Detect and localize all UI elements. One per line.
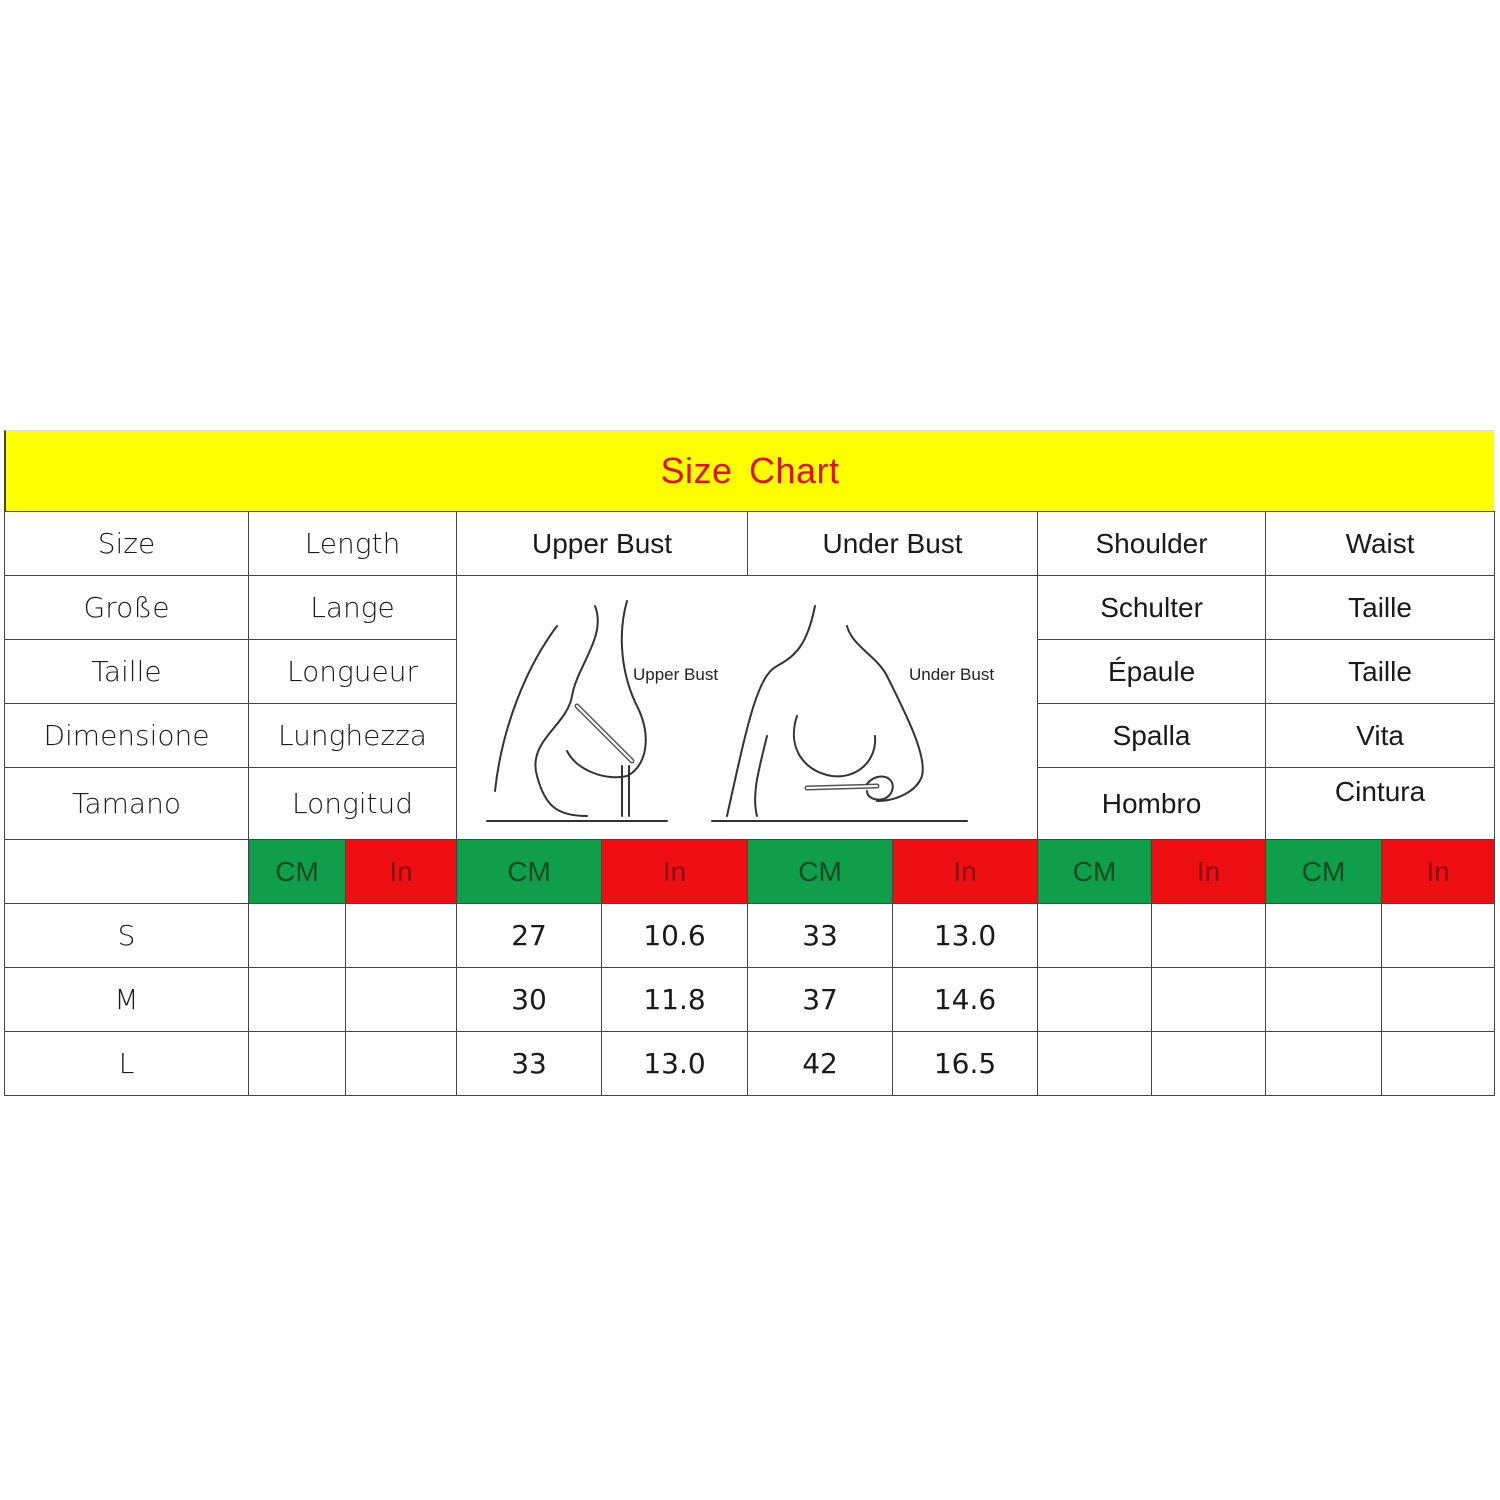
table-row	[5, 1032, 1495, 1096]
header-size-de: Große	[5, 576, 249, 640]
waist-in-unit: In	[1382, 840, 1495, 904]
header-length-en: Length	[249, 512, 457, 576]
header-waist-en: Waist	[1266, 512, 1495, 576]
upper-bust-cm-unit: CM	[457, 840, 602, 904]
header-row-en	[5, 512, 1495, 576]
header-size-fr: Taille	[5, 640, 249, 704]
upper-bust-cm-cell: 33	[457, 1032, 602, 1096]
under-bust-in-cell: 16.5	[893, 1032, 1038, 1096]
waist-cm-cell	[1266, 904, 1382, 968]
upper-bust-in-cell: 10.6	[602, 904, 748, 968]
unit-row	[5, 840, 1495, 904]
upper-bust-label: Upper Bust	[633, 665, 719, 684]
waist-cm-cell	[1266, 968, 1382, 1032]
size-cell: S	[5, 904, 249, 968]
unit-empty-cell	[5, 840, 249, 904]
upper-bust-in-cell: 11.8	[602, 968, 748, 1032]
shoulder-in-cell	[1152, 968, 1266, 1032]
header-size-es: Tamano	[5, 768, 249, 840]
table-row	[5, 968, 1495, 1032]
header-shoulder-de: Schulter	[1038, 576, 1266, 640]
header-length-it: Lunghezza	[249, 704, 457, 768]
under-bust-label: Under Bust	[909, 665, 995, 684]
under-bust-in-cell: 13.0	[893, 904, 1038, 968]
length-in-cell	[346, 1032, 457, 1096]
shoulder-cm-unit: CM	[1038, 840, 1152, 904]
shoulder-cm-cell	[1038, 904, 1152, 968]
size-cell: M	[5, 968, 249, 1032]
length-cm-cell	[249, 968, 346, 1032]
header-shoulder-en: Shoulder	[1038, 512, 1266, 576]
size-cell: L	[5, 1032, 249, 1096]
shoulder-cm-cell	[1038, 968, 1152, 1032]
length-in-unit: In	[346, 840, 457, 904]
length-in-cell	[346, 968, 457, 1032]
header-upper-bust: Upper Bust	[457, 512, 748, 576]
header-shoulder-es: Hombro	[1038, 768, 1266, 840]
length-cm-unit: CM	[249, 840, 346, 904]
waist-cm-unit: CM	[1266, 840, 1382, 904]
header-length-fr: Longueur	[249, 640, 457, 704]
size-chart	[4, 430, 1494, 1096]
waist-in-cell	[1382, 904, 1495, 968]
title-bar	[4, 430, 1494, 511]
shoulder-cm-cell	[1038, 1032, 1152, 1096]
header-size-en: Size	[5, 512, 249, 576]
upper-bust-cm-cell: 27	[457, 904, 602, 968]
waist-cm-cell	[1266, 1032, 1382, 1096]
size-table	[4, 511, 1495, 1096]
header-shoulder-fr: Épaule	[1038, 640, 1266, 704]
upper-bust-cm-cell: 30	[457, 968, 602, 1032]
under-bust-cm-cell: 37	[748, 968, 893, 1032]
under-bust-cm-unit: CM	[748, 840, 893, 904]
header-length-de: Lange	[249, 576, 457, 640]
header-under-bust: Under Bust	[748, 512, 1038, 576]
header-shoulder-it: Spalla	[1038, 704, 1266, 768]
waist-in-cell	[1382, 968, 1495, 1032]
header-size-it: Dimensione	[5, 704, 249, 768]
waist-in-cell	[1382, 1032, 1495, 1096]
length-cm-cell	[249, 1032, 346, 1096]
shoulder-in-unit: In	[1152, 840, 1266, 904]
length-cm-cell	[249, 904, 346, 968]
header-length-es: Longitud	[249, 768, 457, 840]
header-waist-it: Vita	[1266, 704, 1495, 768]
upper-bust-in-cell: 13.0	[602, 1032, 748, 1096]
under-bust-in-unit: In	[893, 840, 1038, 904]
under-bust-cm-cell: 33	[748, 904, 893, 968]
header-row-de	[5, 576, 1495, 640]
table-row	[5, 904, 1495, 968]
header-waist-es: Cintura	[1266, 768, 1495, 840]
under-bust-in-cell: 14.6	[893, 968, 1038, 1032]
bust-measurement-drawing	[457, 576, 1038, 832]
chart-title: Size Chart	[660, 450, 840, 491]
shoulder-in-cell	[1152, 1032, 1266, 1096]
upper-bust-in-unit: In	[602, 840, 748, 904]
header-waist-de: Taille	[1266, 576, 1495, 640]
measurement-illustration	[457, 576, 1038, 840]
shoulder-in-cell	[1152, 904, 1266, 968]
header-waist-fr: Taille	[1266, 640, 1495, 704]
under-bust-cm-cell: 42	[748, 1032, 893, 1096]
length-in-cell	[346, 904, 457, 968]
